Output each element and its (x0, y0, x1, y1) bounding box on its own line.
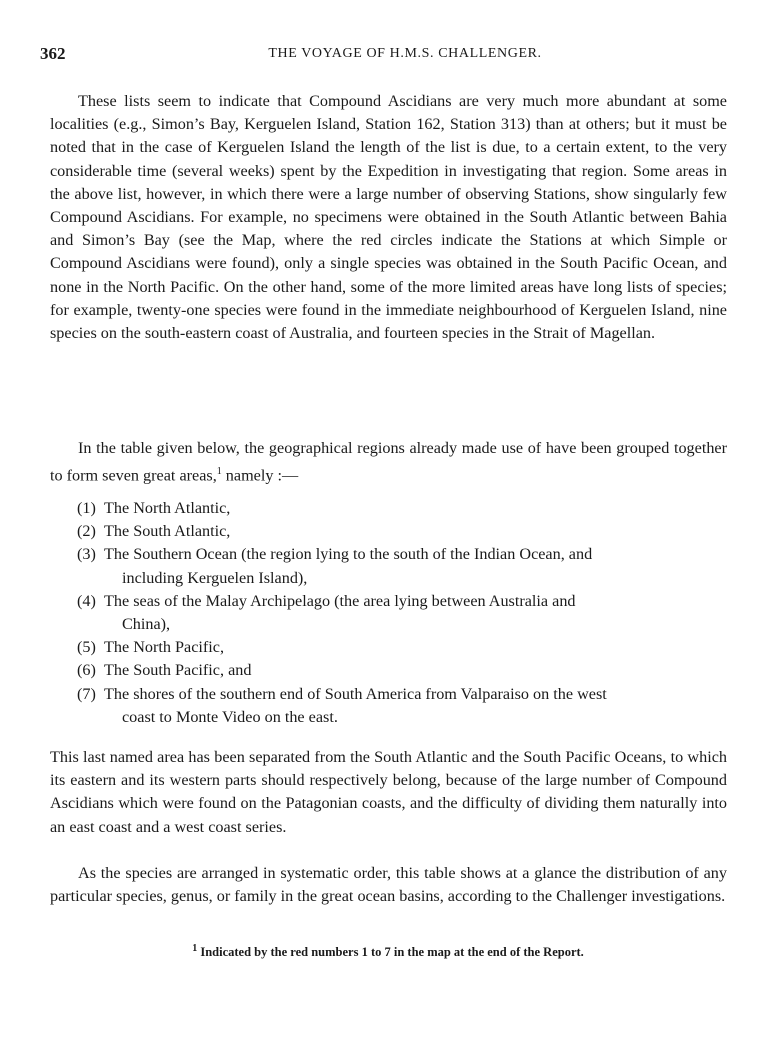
list-item-continuation: China), (122, 615, 171, 634)
list-item-text: The South Pacific, and (104, 661, 252, 680)
list-item-number: (4) (77, 591, 96, 610)
list-item-text: The seas of the Malay Archipelago (the area lying between Australia and (104, 591, 576, 610)
list-item-text: The South Atlantic, (104, 522, 231, 541)
list-item (77, 520, 727, 543)
list-item-text: The shores of the southern end of South America from Valparaiso on the west (104, 684, 607, 703)
list-item (77, 590, 727, 636)
page-header (40, 44, 730, 68)
footnote-reference: 1 (216, 466, 222, 478)
list-item-continuation: coast to Monte Video on the east. (122, 707, 338, 726)
list-item (77, 659, 727, 682)
footnote (0, 943, 776, 960)
list-item-number: (3) (77, 545, 96, 564)
paragraph-3-text: This last named area has been separated from the South Atlantic and the South Pacific Oceans, to which its eastern and its western parts should respectively belong, because of the large number of Compound Ascidians which were found on the Patagonian coasts, and the difficulty of dividing them naturally into an east coast and a west coast series. (50, 748, 727, 836)
list-item (77, 543, 727, 589)
list-item-number: (7) (77, 684, 96, 703)
list-item-continuation: including Kerguelen Island), (122, 568, 308, 587)
paragraph-2-before: In the table given below, the geographical regions already made use of have been grouped together to form seven great areas, (50, 439, 727, 485)
running-head: THE VOYAGE OF H.M.S. CHALLENGER. (268, 46, 542, 61)
list-item-text: The North Pacific, (104, 638, 225, 657)
paragraph-2-text (50, 437, 727, 488)
list-item-number: (5) (77, 638, 96, 657)
list-item-text: The North Atlantic, (104, 499, 231, 517)
list-item-number: (6) (77, 661, 96, 680)
list-item (77, 636, 727, 659)
footnote-marker: 1 (192, 943, 198, 954)
list-item-number: (1) (77, 499, 96, 517)
page-number: 362 (40, 44, 66, 63)
paragraph-4-text: As the species are arranged in systematic order, this table shows at a glance the distribution of any particular species, genus, or family in the great ocean basins, according to the Challenger investigations. (50, 864, 727, 906)
list-item-number: (2) (77, 522, 96, 541)
paragraph-4 (50, 862, 727, 908)
list-item (77, 497, 727, 520)
paragraph-2 (50, 437, 727, 488)
paragraph-3 (50, 746, 727, 839)
paragraph-2-after: namely :— (221, 466, 299, 485)
list-item-text: The Southern Ocean (the region lying to the south of the Indian Ocean, and (104, 545, 593, 564)
paragraph-1 (50, 90, 727, 345)
footnote-text: Indicated by the red numbers 1 to 7 in the map at the end of the Report. (197, 945, 584, 960)
paragraph-1-text: These lists seem to indicate that Compound Ascidians are very much more abundant at some localities (e.g., Simon’s Bay, Kerguelen Island, Station 162, Station 313) than at others; but it must be noted that in the case of Kerguelen Island the length of the list is due, to a certain extent, to the very considerable time (several weeks) spent by the Expedition in investigating that region. Some areas in the above list, however, in which there were a large number of observing Stations, show singularly few Compound Ascidians. For example, no specimens were obtained in the South Atlantic between Bahia and Simon’s Bay (see the Map, where the red circles indicate the Stations at which Simple or Compound Ascidians were found), only a single species was obtained in the South Pacific Ocean, and none in the North Pacific. On the other hand, some of the more limited areas have long lists of species; for example, twenty-one species were found in the immediate neighbourhood of Kerguelen Island, nine species on the south-eastern coast of Australia, and fourteen species in the Strait of Magellan. (50, 92, 727, 343)
list-item (77, 683, 727, 729)
areas-list (77, 497, 727, 729)
